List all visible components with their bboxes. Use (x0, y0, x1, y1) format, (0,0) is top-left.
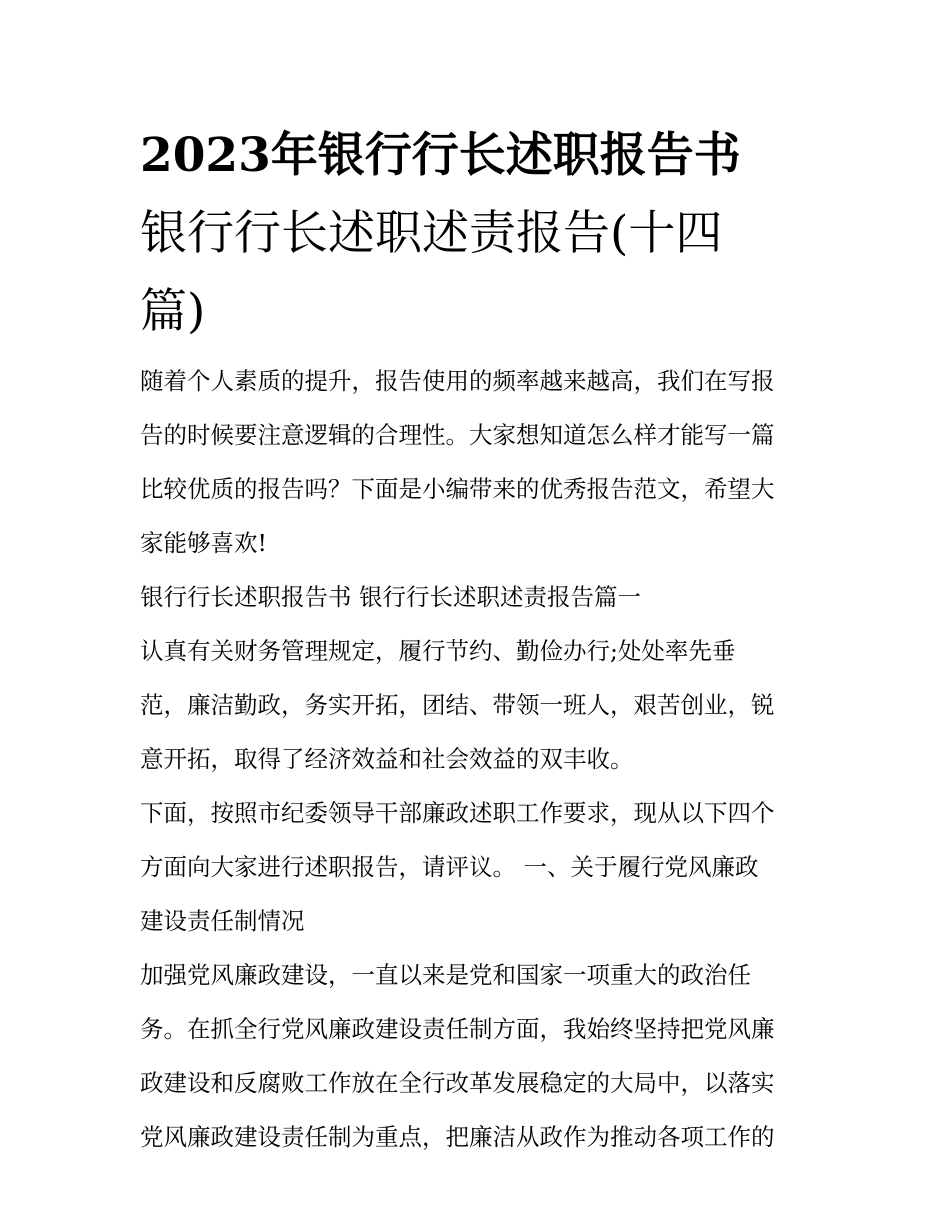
body-line-12: 加强党风廉政建设，一直以来是党和国家一项重大的政治任 (140, 961, 751, 989)
body-line-13: 务。在抓全行党风廉政建设责任制方面，我始终坚持把党风廉 (140, 1015, 775, 1043)
body-line-1: 随着个人素质的提升，报告使用的频率越来越高，我们在写报 (140, 367, 775, 395)
body-line-15: 党风廉政建设责任制为重点，把廉洁从政作为推动各项工作的 (140, 1123, 775, 1151)
title-line-1: 2023年银行行长述职报告书 (140, 128, 741, 183)
body-line-3: 比较优质的报告吗？下面是小编带来的优秀报告范文，希望大 (140, 475, 775, 503)
body-line-10: 方面向大家进行述职报告，请评议。 一、关于履行党风廉政 (140, 853, 759, 881)
title-line-3: 篇) (140, 284, 206, 339)
body-line-7: 范，廉洁勤政，务实开拓，团结、带领一班人，艰苦创业，锐 (140, 691, 775, 719)
section-heading: 银行行长述职报告书 银行行长述职述责报告篇一 (140, 583, 641, 611)
document-title (140, 117, 820, 351)
body-line-6: 认真有关财务管理规定，履行节约、勤俭办行;处处率先垂 (140, 637, 736, 665)
body-line-11: 建设责任制情况 (140, 907, 305, 935)
title-line-2: 银行行长述职述责报告(十四 (140, 206, 723, 261)
body-line-8: 意开拓，取得了经济效益和社会效益的双丰收。 (140, 745, 634, 773)
body-line-4: 家能够喜欢! (140, 529, 267, 557)
document-body (140, 354, 830, 1164)
body-line-2: 告的时候要注意逻辑的合理性。大家想知道怎么样才能写一篇 (140, 421, 775, 449)
body-line-14: 政建设和反腐败工作放在全行改革发展稳定的大局中，以落实 (140, 1069, 775, 1097)
body-line-9: 下面，按照市纪委领导干部廉政述职工作要求，现从以下四个 (140, 799, 775, 827)
